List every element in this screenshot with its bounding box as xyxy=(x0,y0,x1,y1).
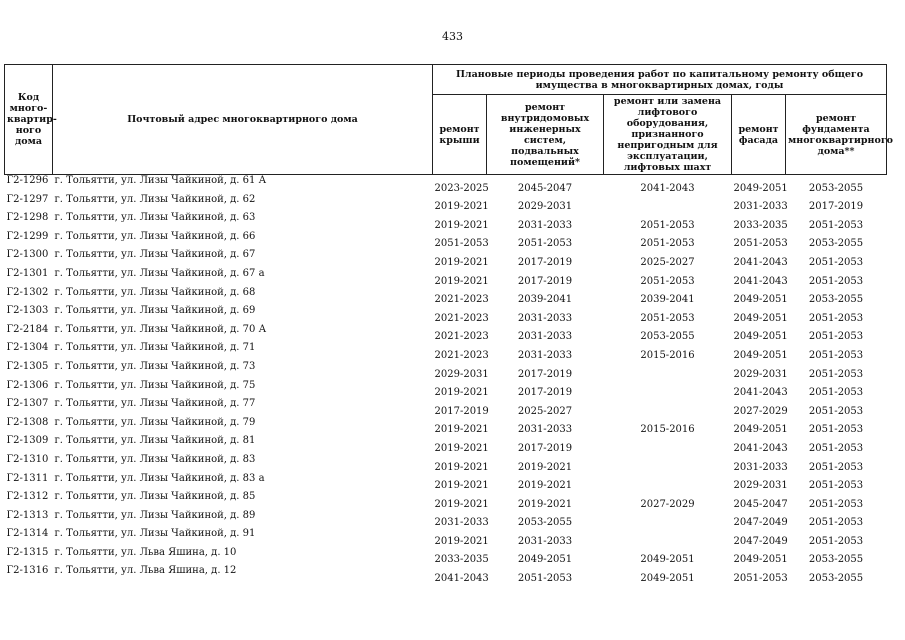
foundation-period-cell: 2051-2053 xyxy=(808,535,864,547)
house-code-cell: Г2-1316 xyxy=(6,565,49,577)
roof-period-cell: 2019-2021 xyxy=(434,201,489,213)
engineering-period-cell: 2031-2033 xyxy=(517,535,573,547)
address-cell: г. Тольятти, ул. Лизы Чайкиной, д. 68 xyxy=(54,286,256,298)
foundation-period-cell: 2053-2055 xyxy=(808,238,864,250)
elevator-period-cell xyxy=(604,194,732,213)
table-row xyxy=(5,491,887,510)
table-row xyxy=(5,305,887,324)
roof-period-cell: 2031-2033 xyxy=(434,517,489,529)
roof-period-cell: 2051-2053 xyxy=(434,238,489,250)
foundation-period-cell: 2051-2053 xyxy=(808,368,864,380)
engineering-period-cell: 2017-2019 xyxy=(517,275,573,287)
foundation-period-cell: 2051-2053 xyxy=(808,480,864,492)
house-code-cell: Г2-1311 xyxy=(6,472,49,484)
foundation-period-cell: 2051-2053 xyxy=(808,387,864,399)
engineering-period-cell: 2017-2019 xyxy=(517,387,573,399)
foundation-period-cell: 2051-2053 xyxy=(808,312,864,324)
facade-period-cell: 2049-2051 xyxy=(733,554,788,566)
roof-period-cell: 2017-2019 xyxy=(434,405,489,417)
foundation-period-cell: 2051-2053 xyxy=(808,256,864,268)
engineering-period-cell: 2051-2053 xyxy=(517,573,573,585)
facade-period-cell: 2029-2031 xyxy=(733,368,788,380)
elevator-period-cell xyxy=(604,361,732,380)
address-cell: г. Тольятти, ул. Льва Яшина, д. 12 xyxy=(54,565,237,577)
elevator-period-cell: 2015-2016 xyxy=(640,349,695,361)
elevator-period-cell xyxy=(604,398,732,417)
roof-period-cell: 2023-2025 xyxy=(434,182,489,194)
elevator-period-cell xyxy=(604,435,732,454)
foundation-period-cell: 2053-2055 xyxy=(808,182,864,194)
facade-period-cell: 2049-2051 xyxy=(733,312,788,324)
house-code-cell: Г2-1296 xyxy=(6,175,49,186)
roof-period-cell: 2033-2035 xyxy=(434,554,489,566)
elevator-period-cell: 2053-2055 xyxy=(640,331,695,343)
address-cell: г. Тольятти, ул. Лизы Чайкиной, д. 70 А xyxy=(54,323,267,335)
address-cell: г. Тольятти, ул. Лизы Чайкиной, д. 67 xyxy=(54,249,256,261)
table-row xyxy=(5,324,887,343)
house-code-cell: Г2-1309 xyxy=(6,435,49,447)
house-code-cell: Г2-1314 xyxy=(6,528,49,540)
elevator-period-cell: 2051-2053 xyxy=(640,275,695,287)
table-row xyxy=(5,380,887,399)
table-row xyxy=(5,565,887,584)
engineering-period-cell: 2017-2019 xyxy=(517,368,573,380)
facade-period-cell: 2049-2051 xyxy=(733,182,788,194)
roof-period-cell: 2019-2021 xyxy=(434,256,489,268)
roof-period-cell: 2019-2021 xyxy=(434,387,489,399)
facade-period-cell: 2049-2051 xyxy=(733,294,788,306)
elevator-period-cell: 2027-2029 xyxy=(640,498,695,510)
address-cell: г. Тольятти, ул. Лизы Чайкиной, д. 73 xyxy=(54,360,256,372)
house-code-cell: Г2-1301 xyxy=(6,267,49,279)
address-cell: г. Тольятти, ул. Лизы Чайкиной, д. 61 А xyxy=(54,175,267,186)
foundation-period-cell: 2051-2053 xyxy=(808,331,864,343)
elevator-period-cell: 2051-2053 xyxy=(640,238,695,250)
table-row xyxy=(5,417,887,436)
address-cell: г. Тольятти, ул. Лизы Чайкиной, д. 79 xyxy=(54,416,256,428)
address-cell: г. Тольятти, ул. Лизы Чайкиной, д. 83 а xyxy=(54,472,265,484)
address-cell: г. Тольятти, ул. Лизы Чайкиной, д. 71 xyxy=(54,342,256,354)
roof-period-cell: 2021-2023 xyxy=(434,294,489,306)
engineering-period-cell: 2031-2033 xyxy=(517,219,573,231)
engineering-period-cell: 2031-2033 xyxy=(517,331,573,343)
foundation-period-cell: 2051-2053 xyxy=(808,517,864,529)
address-cell: г. Тольятти, ул. Лизы Чайкиной, д. 91 xyxy=(54,528,256,540)
header-planned-periods: Плановые периоды проведения работ по капитальному ремонту общего имущества в многоквартирных домах, годы xyxy=(433,65,887,95)
address-cell: г. Тольятти, ул. Лизы Чайкиной, д. 75 xyxy=(54,379,256,391)
foundation-period-cell: 2051-2053 xyxy=(808,498,864,510)
facade-period-cell: 2031-2033 xyxy=(733,201,788,213)
elevator-period-cell: 2025-2027 xyxy=(640,256,695,268)
address-cell: г. Тольятти, ул. Лизы Чайкиной, д. 63 xyxy=(54,212,256,224)
house-code-cell: Г2-1313 xyxy=(6,509,49,521)
table-row xyxy=(5,528,887,547)
engineering-period-cell: 2025-2027 xyxy=(517,405,573,417)
engineering-period-cell: 2019-2021 xyxy=(517,461,573,473)
foundation-period-cell: 2051-2053 xyxy=(808,442,864,454)
facade-period-cell: 2031-2033 xyxy=(733,461,788,473)
address-cell: г. Тольятти, ул. Лизы Чайкиной, д. 69 xyxy=(54,305,256,317)
header-postal-address: Почтовый адрес многоквартирного дома xyxy=(53,65,433,175)
facade-period-cell: 2027-2029 xyxy=(733,405,788,417)
house-code-cell: Г2-1299 xyxy=(6,230,49,242)
table-row xyxy=(5,194,887,213)
roof-period-cell: 2041-2043 xyxy=(434,573,489,585)
roof-period-cell: 2019-2021 xyxy=(434,498,489,510)
address-cell: г. Тольятти, ул. Лизы Чайкиной, д. 62 xyxy=(54,193,256,205)
table-row xyxy=(5,473,887,492)
roof-period-cell: 2021-2023 xyxy=(434,312,489,324)
house-code-cell: Г2-1305 xyxy=(6,360,49,372)
engineering-period-cell: 2017-2019 xyxy=(517,256,573,268)
foundation-period-cell: 2053-2055 xyxy=(808,554,864,566)
foundation-period-cell: 2053-2055 xyxy=(808,294,864,306)
header-engineering-repair: ремонт внутридомовых инженерных систем, подвальных помещений* xyxy=(487,95,604,175)
foundation-period-cell: 2051-2053 xyxy=(808,461,864,473)
roof-period-cell: 2021-2023 xyxy=(434,331,489,343)
table-row xyxy=(5,249,887,268)
table-body xyxy=(5,175,887,585)
table-row xyxy=(5,268,887,287)
engineering-period-cell: 2029-2031 xyxy=(517,201,573,213)
elevator-period-cell xyxy=(604,454,732,473)
header-roof-repair: ремонт крыши xyxy=(433,95,487,175)
facade-period-cell: 2041-2043 xyxy=(733,256,788,268)
house-code-cell: Г2-1298 xyxy=(6,212,49,224)
roof-period-cell: 2019-2021 xyxy=(434,424,489,436)
address-cell: г. Тольятти, ул. Льва Яшина, д. 10 xyxy=(54,546,237,558)
foundation-period-cell: 2017-2019 xyxy=(808,201,864,213)
table-row xyxy=(5,212,887,231)
foundation-period-cell: 2051-2053 xyxy=(808,275,864,287)
page-number: 433 xyxy=(442,30,463,43)
house-code-cell: Г2-2184 xyxy=(6,323,49,335)
roof-period-cell: 2019-2021 xyxy=(434,442,489,454)
house-code-cell: Г2-1315 xyxy=(6,546,49,558)
foundation-period-cell: 2053-2055 xyxy=(808,573,864,585)
facade-period-cell: 2041-2043 xyxy=(733,275,788,287)
engineering-period-cell: 2051-2053 xyxy=(517,238,573,250)
address-cell: г. Тольятти, ул. Лизы Чайкиной, д. 77 xyxy=(54,398,256,410)
engineering-period-cell: 2031-2033 xyxy=(517,349,573,361)
engineering-period-cell: 2049-2051 xyxy=(517,554,573,566)
facade-period-cell: 2045-2047 xyxy=(733,498,788,510)
facade-period-cell: 2049-2051 xyxy=(733,424,788,436)
facade-period-cell: 2051-2053 xyxy=(733,573,788,585)
facade-period-cell: 2049-2051 xyxy=(733,331,788,343)
house-code-cell: Г2-1304 xyxy=(6,342,49,354)
elevator-period-cell: 2015-2016 xyxy=(640,424,695,436)
table-row xyxy=(5,342,887,361)
table-row xyxy=(5,231,887,250)
house-code-cell: Г2-1310 xyxy=(6,453,49,465)
engineering-period-cell: 2019-2021 xyxy=(517,498,573,510)
header-facade-repair: ремонт фасада xyxy=(732,95,786,175)
table-row xyxy=(5,547,887,566)
facade-period-cell: 2041-2043 xyxy=(733,442,788,454)
house-code-cell: Г2-1297 xyxy=(6,193,49,205)
elevator-period-cell: 2041-2043 xyxy=(640,182,695,194)
house-code-cell: Г2-1303 xyxy=(6,305,49,317)
roof-period-cell: 2019-2021 xyxy=(434,535,489,547)
elevator-period-cell: 2051-2053 xyxy=(640,312,695,324)
roof-period-cell: 2021-2023 xyxy=(434,349,489,361)
table-row xyxy=(5,287,887,306)
elevator-period-cell xyxy=(604,380,732,399)
engineering-period-cell: 2019-2021 xyxy=(517,480,573,492)
roof-period-cell: 2019-2021 xyxy=(434,461,489,473)
table-row xyxy=(5,510,887,529)
roof-period-cell: 2019-2021 xyxy=(434,480,489,492)
facade-period-cell: 2047-2049 xyxy=(733,535,788,547)
facade-period-cell: 2029-2031 xyxy=(733,480,788,492)
house-code-cell: Г2-1302 xyxy=(6,286,49,298)
engineering-period-cell: 2031-2033 xyxy=(517,312,573,324)
engineering-period-cell: 2053-2055 xyxy=(517,517,573,529)
roof-period-cell: 2029-2031 xyxy=(434,368,489,380)
address-cell: г. Тольятти, ул. Лизы Чайкиной, д. 66 xyxy=(54,230,256,242)
table-row xyxy=(5,175,887,194)
house-code-cell: Г2-1312 xyxy=(6,491,49,503)
foundation-period-cell: 2051-2053 xyxy=(808,349,864,361)
foundation-period-cell: 2051-2053 xyxy=(808,424,864,436)
table-row xyxy=(5,361,887,380)
facade-period-cell: 2033-2035 xyxy=(733,219,788,231)
address-cell: г. Тольятти, ул. Лизы Чайкиной, д. 67 а xyxy=(54,267,265,279)
table-row xyxy=(5,398,887,417)
engineering-period-cell: 2039-2041 xyxy=(517,294,573,306)
header-elevator-repair: ремонт или замена лифтового оборудования, признанного непригодным для эксплуатации, лифтовых шахт xyxy=(604,95,732,175)
capital-repair-plan-table xyxy=(4,64,893,585)
address-cell: г. Тольятти, ул. Лизы Чайкиной, д. 83 xyxy=(54,453,256,465)
foundation-period-cell: 2051-2053 xyxy=(808,405,864,417)
facade-period-cell: 2041-2043 xyxy=(733,387,788,399)
address-cell: г. Тольятти, ул. Лизы Чайкиной, д. 85 xyxy=(54,491,256,503)
facade-period-cell: 2047-2049 xyxy=(733,517,788,529)
house-code-cell: Г2-1300 xyxy=(6,249,49,261)
elevator-period-cell xyxy=(604,510,732,529)
elevator-period-cell xyxy=(604,473,732,492)
elevator-period-cell: 2051-2053 xyxy=(640,219,695,231)
engineering-period-cell: 2045-2047 xyxy=(517,182,573,194)
engineering-period-cell: 2031-2033 xyxy=(517,424,573,436)
elevator-period-cell: 2049-2051 xyxy=(640,573,695,585)
facade-period-cell: 2051-2053 xyxy=(733,238,788,250)
elevator-period-cell xyxy=(604,528,732,547)
elevator-period-cell: 2039-2041 xyxy=(640,294,695,306)
house-code-cell: Г2-1308 xyxy=(6,416,49,428)
address-cell: г. Тольятти, ул. Лизы Чайкиной, д. 89 xyxy=(54,509,256,521)
roof-period-cell: 2019-2021 xyxy=(434,275,489,287)
facade-period-cell: 2049-2051 xyxy=(733,349,788,361)
address-cell: г. Тольятти, ул. Лизы Чайкиной, д. 81 xyxy=(54,435,256,447)
table-row xyxy=(5,435,887,454)
house-code-cell: Г2-1307 xyxy=(6,398,49,410)
table-row xyxy=(5,454,887,473)
foundation-period-cell: 2051-2053 xyxy=(808,219,864,231)
elevator-period-cell: 2049-2051 xyxy=(640,554,695,566)
header-foundation-repair: ремонт фундамента многоквартирного дома** xyxy=(786,95,887,175)
house-code-cell: Г2-1306 xyxy=(6,379,49,391)
engineering-period-cell: 2017-2019 xyxy=(517,442,573,454)
roof-period-cell: 2019-2021 xyxy=(434,219,489,231)
header-house-code: Код много-квартир-ного дома xyxy=(5,65,53,175)
